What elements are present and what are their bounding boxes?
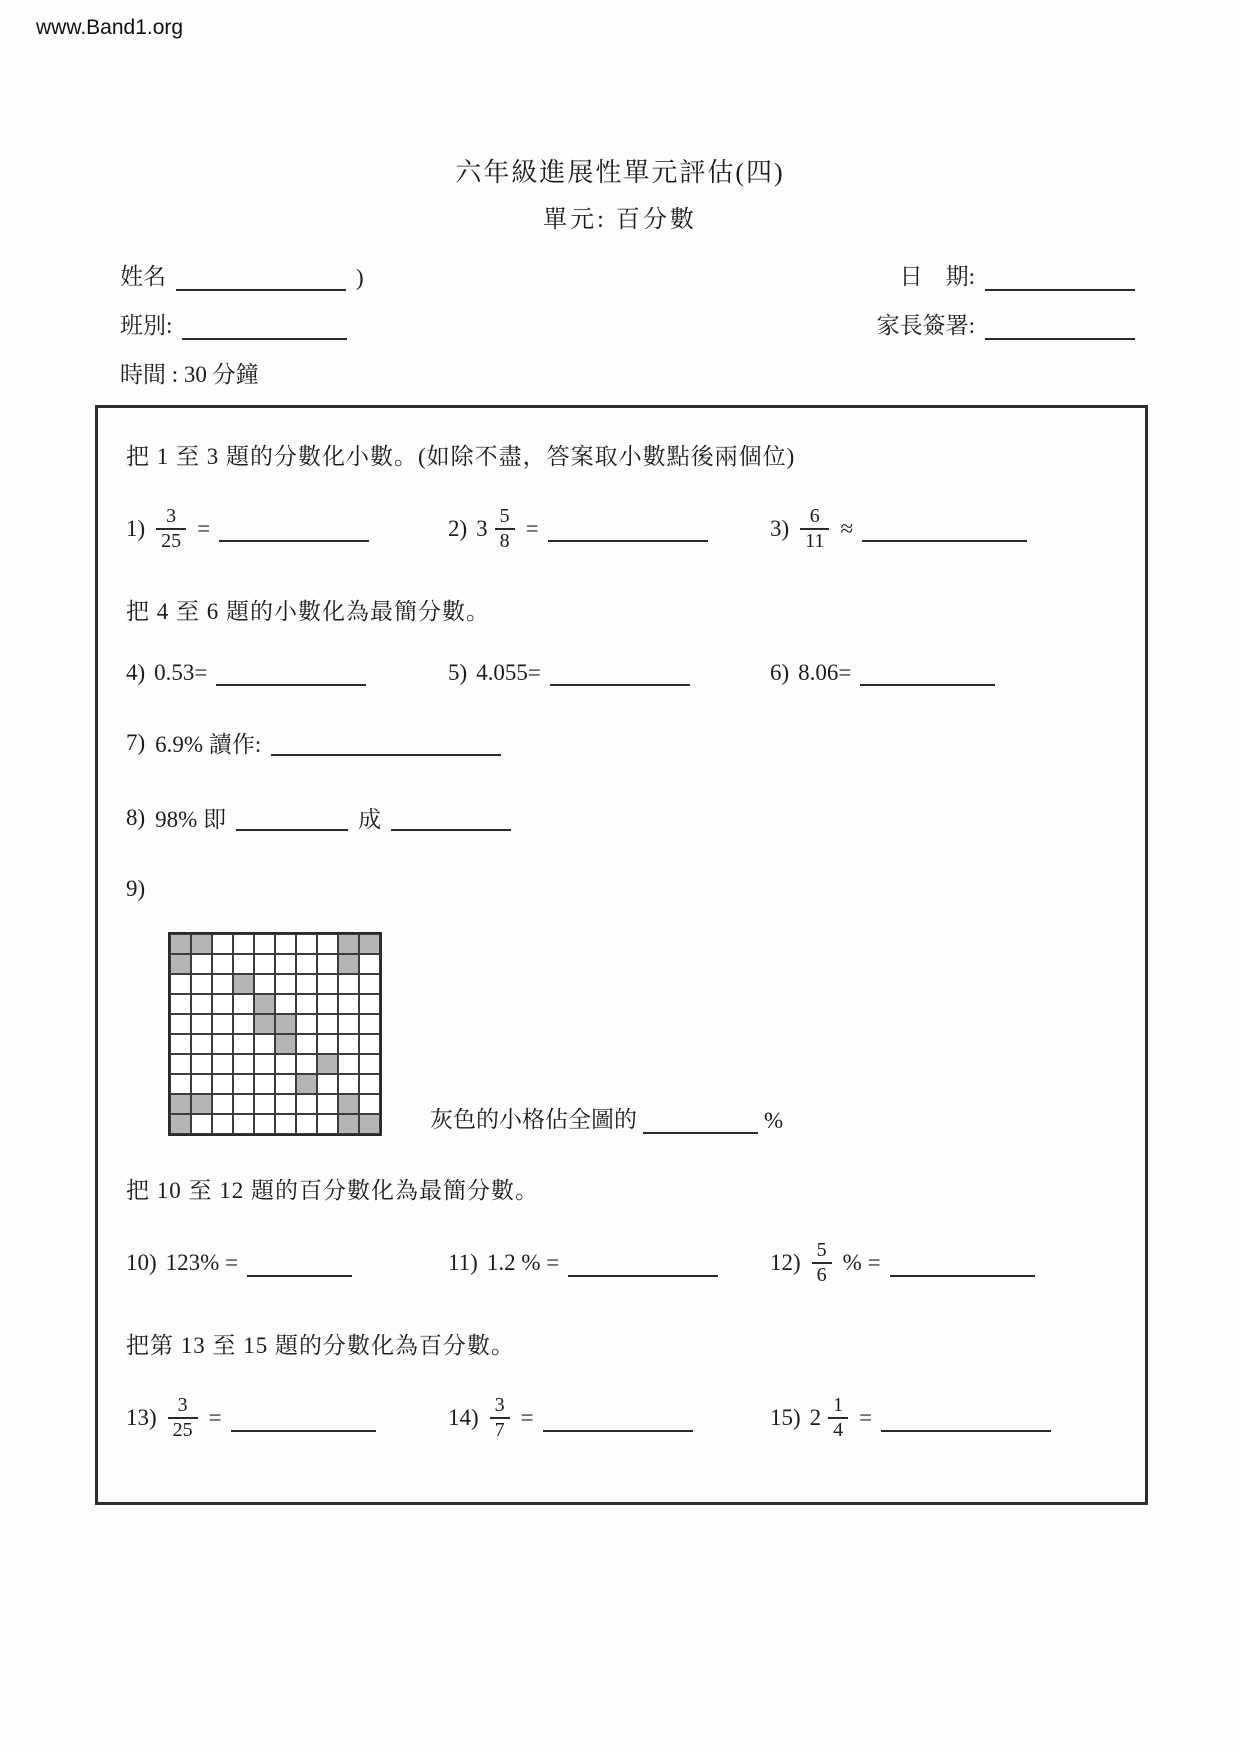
q2-fraction — [495, 505, 515, 553]
q7-expression: 6.9% 讀作: — [155, 732, 262, 758]
page-title: 六年級進展性單元評估(四) — [455, 158, 785, 187]
info-row-3 — [120, 356, 1135, 389]
name-field-group — [120, 258, 364, 291]
grid-cell-shaded — [359, 934, 380, 954]
grid-cell — [170, 1034, 191, 1054]
q15-denominator: 4 — [833, 1419, 844, 1442]
q12-answer-blank — [890, 1250, 1035, 1276]
question-15 — [770, 1394, 1117, 1442]
q7-label: 7) — [126, 729, 146, 755]
name-label: 姓名 — [120, 264, 166, 289]
grid-cell — [233, 1054, 254, 1074]
grid-cell — [170, 994, 191, 1014]
date-blank — [985, 265, 1135, 291]
grid-cell — [191, 954, 212, 974]
question-12 — [770, 1239, 1117, 1287]
grid-cell — [275, 954, 296, 974]
q13-operator: = — [208, 1405, 222, 1431]
q9-answer-blank — [643, 1108, 758, 1134]
q1-label: 1) — [126, 516, 146, 541]
q2-numerator: 5 — [495, 505, 515, 530]
header-info — [120, 258, 1135, 389]
grid-cell — [275, 1054, 296, 1074]
q9-label: 9) — [126, 876, 146, 902]
grid-cell-shaded — [296, 1074, 317, 1094]
question-8 — [126, 801, 1117, 834]
worksheet-body — [95, 405, 1148, 1505]
grid-cell — [254, 1114, 275, 1134]
grid-cell — [212, 1034, 233, 1054]
grid-cell — [317, 974, 338, 994]
grid-cell — [359, 1034, 380, 1054]
grid-cell — [191, 1054, 212, 1074]
q2-label: 2) — [448, 516, 468, 541]
grid-cell — [338, 994, 359, 1014]
q1-operator: = — [197, 516, 211, 541]
question-11 — [448, 1250, 770, 1276]
grid-cell — [212, 994, 233, 1014]
question-14 — [448, 1394, 770, 1442]
grid-cell-shaded — [233, 974, 254, 994]
grid-cell — [296, 1114, 317, 1134]
grid-cell-shaded — [275, 1034, 296, 1054]
grid-cell — [254, 934, 275, 954]
q3-fraction — [800, 505, 829, 553]
q6-label: 6) — [770, 660, 790, 686]
grid-cell-shaded — [170, 934, 191, 954]
grid-cell — [317, 954, 338, 974]
grid-cell — [233, 1074, 254, 1094]
parent-sign-label: 家長簽署: — [876, 313, 975, 338]
q10-answer-blank — [247, 1250, 352, 1276]
grid-cell-shaded — [338, 954, 359, 974]
grid-cell — [275, 994, 296, 1014]
grid-cell — [296, 994, 317, 1014]
q1-denominator: 25 — [161, 530, 182, 552]
grid-cell — [359, 954, 380, 974]
q14-numerator: 3 — [490, 1394, 510, 1419]
info-row-1 — [120, 258, 1135, 291]
grid-cell — [317, 1034, 338, 1054]
grid-cell — [170, 1054, 191, 1074]
date-field-group — [900, 258, 1135, 291]
q4-expression: 0.53= — [154, 660, 208, 686]
question-row-13-15 — [126, 1394, 1117, 1442]
question-7 — [126, 726, 1117, 759]
class-field-group — [120, 307, 347, 340]
name-blank — [176, 265, 346, 291]
q12-fraction — [812, 1239, 832, 1287]
grid-cell — [233, 1034, 254, 1054]
grid-cell-shaded — [338, 1094, 359, 1114]
q14-label: 14) — [448, 1405, 479, 1431]
grid-cell — [317, 934, 338, 954]
grid-cell — [359, 1074, 380, 1094]
question-row-4-6 — [126, 660, 1117, 686]
question-5 — [448, 660, 770, 686]
grid-cell-shaded — [254, 1014, 275, 1034]
grid-cell — [275, 1114, 296, 1134]
grid-cell — [191, 1034, 212, 1054]
q2-operator: = — [525, 516, 539, 541]
name-close-paren: ) — [356, 265, 364, 290]
grid-cell — [296, 954, 317, 974]
question-1 — [126, 505, 448, 553]
grid-cell — [170, 1074, 191, 1094]
q9-caption — [430, 1101, 783, 1136]
grid-cell — [233, 1014, 254, 1034]
q12-denominator: 6 — [816, 1264, 827, 1287]
grid-cell — [338, 1034, 359, 1054]
grid-cell — [254, 954, 275, 974]
q8-label: 8) — [126, 804, 146, 830]
grid-cell — [317, 1014, 338, 1034]
grid-cell — [191, 994, 212, 1014]
grid-cell — [254, 1034, 275, 1054]
q3-numerator: 6 — [800, 505, 829, 530]
grid-cell — [296, 974, 317, 994]
q14-operator: = — [520, 1405, 534, 1431]
grid-cell — [254, 1094, 275, 1114]
grid-cell — [191, 1074, 212, 1094]
grid-cell — [359, 974, 380, 994]
grid-cell — [338, 1074, 359, 1094]
q8-answer-blank-1 — [236, 805, 348, 831]
grid-cell — [296, 1094, 317, 1114]
grid-cell-shaded — [359, 1114, 380, 1134]
question-13 — [126, 1394, 448, 1442]
grid-cell — [338, 1054, 359, 1074]
q8-part1: 98% 即 — [155, 807, 227, 833]
class-label: 班別: — [120, 313, 173, 338]
q5-answer-blank — [550, 660, 690, 686]
grid-cell — [233, 1094, 254, 1114]
grid-cell — [191, 1114, 212, 1134]
q15-whole: 2 — [809, 1405, 822, 1431]
q6-expression: 8.06= — [798, 660, 852, 686]
q10-expression: 123% = — [165, 1250, 239, 1276]
q15-label: 15) — [770, 1405, 801, 1431]
grid-cell — [338, 974, 359, 994]
grid-cell — [191, 1014, 212, 1034]
question-6 — [770, 660, 1117, 686]
q1-answer-blank — [219, 516, 369, 542]
grid-cell — [254, 974, 275, 994]
q4-answer-blank — [216, 660, 366, 686]
q15-answer-blank — [881, 1405, 1051, 1431]
grid-cell — [317, 1114, 338, 1134]
grid-cell — [212, 1074, 233, 1094]
grid-cell — [233, 994, 254, 1014]
grid-cell-shaded — [170, 1114, 191, 1134]
grid-cell — [317, 1094, 338, 1114]
grid-cell — [296, 1014, 317, 1034]
q15-numerator: 1 — [828, 1394, 848, 1419]
q3-denominator: 11 — [805, 530, 825, 552]
grid-cell — [191, 974, 212, 994]
q2-whole: 3 — [476, 516, 488, 541]
grid-cell — [296, 934, 317, 954]
q2-answer-blank — [548, 516, 708, 542]
q14-fraction — [490, 1394, 510, 1442]
q9-grid-area — [168, 932, 1117, 1136]
question-9 — [126, 876, 1117, 1136]
grid-cell-shaded — [338, 1114, 359, 1134]
class-blank — [182, 314, 347, 340]
q15-fraction — [828, 1394, 848, 1442]
section2-instruction: 把 4 至 6 題的小數化為最簡分數。 — [126, 599, 490, 624]
grid-cell — [233, 954, 254, 974]
q10-label: 10) — [126, 1250, 157, 1276]
grid-cell — [233, 934, 254, 954]
grid-cell — [170, 1014, 191, 1034]
grid-cell-shaded — [191, 1094, 212, 1114]
q12-label: 12) — [770, 1250, 801, 1276]
q1-numerator: 3 — [156, 505, 186, 530]
q5-label: 5) — [448, 660, 468, 686]
question-2 — [448, 505, 770, 553]
section4-instruction: 把第 13 至 15 題的分數化為百分數。 — [126, 1333, 515, 1359]
q4-label: 4) — [126, 660, 146, 686]
q3-label: 3) — [770, 516, 790, 541]
grid-cell — [359, 994, 380, 1014]
grid-cell — [212, 974, 233, 994]
q3-answer-blank — [862, 516, 1027, 542]
percent-grid — [168, 932, 382, 1136]
page-subtitle: 單元: 百分數 — [543, 207, 697, 233]
q13-numerator: 3 — [168, 1394, 198, 1419]
watermark: www.Band1.org — [36, 16, 184, 39]
question-3 — [770, 505, 1117, 553]
grid-cell-shaded — [254, 994, 275, 1014]
q11-expression: 1.2 % = — [486, 1250, 560, 1276]
grid-cell-shaded — [275, 1014, 296, 1034]
question-10 — [126, 1250, 448, 1276]
grid-cell — [212, 1014, 233, 1034]
date-label: 日 期: — [899, 264, 975, 289]
grid-cell — [212, 954, 233, 974]
grid-cell — [317, 1074, 338, 1094]
q2-denominator: 8 — [499, 530, 510, 552]
section3-instruction: 把 10 至 12 題的百分數化為最簡分數。 — [126, 1178, 539, 1204]
grid-cell — [338, 1014, 359, 1034]
grid-cell — [233, 1114, 254, 1134]
q11-label: 11) — [448, 1250, 478, 1276]
q13-label: 13) — [126, 1405, 157, 1431]
grid-cell — [275, 1094, 296, 1114]
q8-part2: 成 — [358, 807, 382, 833]
grid-cell — [359, 1094, 380, 1114]
grid-cell — [212, 1094, 233, 1114]
q14-answer-blank — [543, 1405, 693, 1431]
q9-caption-suffix: % — [764, 1108, 784, 1134]
q13-answer-blank — [231, 1405, 376, 1431]
info-row-2 — [120, 307, 1135, 340]
grid-cell — [275, 934, 296, 954]
grid-cell — [275, 1074, 296, 1094]
q14-denominator: 7 — [494, 1419, 505, 1442]
grid-cell-shaded — [170, 1094, 191, 1114]
q11-answer-blank — [568, 1250, 718, 1276]
question-4 — [126, 660, 448, 686]
q5-expression: 4.055= — [476, 660, 541, 686]
grid-cell-shaded — [191, 934, 212, 954]
grid-cell — [254, 1054, 275, 1074]
grid-cell-shaded — [170, 954, 191, 974]
q3-operator: ≈ — [840, 516, 854, 541]
grid-cell — [254, 1074, 275, 1094]
parent-sign-group — [877, 307, 1135, 340]
q13-denominator: 25 — [172, 1419, 193, 1442]
q1-fraction — [156, 505, 186, 553]
q7-answer-blank — [271, 730, 501, 756]
grid-cell — [359, 1054, 380, 1074]
question-row-1-3 — [126, 505, 1117, 553]
grid-cell — [296, 1054, 317, 1074]
question-row-10-12 — [126, 1239, 1117, 1287]
q6-answer-blank — [860, 660, 995, 686]
grid-cell — [212, 934, 233, 954]
grid-cell — [212, 1054, 233, 1074]
grid-cell — [296, 1034, 317, 1054]
parent-sign-blank — [985, 314, 1135, 340]
grid-cell-shaded — [338, 934, 359, 954]
q13-fraction — [168, 1394, 198, 1442]
time-label: 時間 : 30 分鐘 — [120, 362, 259, 387]
grid-cell — [359, 1014, 380, 1034]
q8-answer-blank-2 — [391, 805, 511, 831]
grid-cell — [170, 974, 191, 994]
q12-numerator: 5 — [812, 1239, 832, 1264]
q12-suffix: % = — [842, 1250, 881, 1276]
grid-cell — [212, 1114, 233, 1134]
grid-cell — [275, 974, 296, 994]
grid-cell — [317, 994, 338, 1014]
section1-instruction: 把 1 至 3 題的分數化小數。(如除不盡，答案取小數點後兩個位) — [126, 444, 796, 469]
grid-cell-shaded — [317, 1054, 338, 1074]
q15-operator: = — [859, 1405, 873, 1431]
q9-caption-prefix: 灰色的小格佔全圖的 — [430, 1107, 637, 1133]
